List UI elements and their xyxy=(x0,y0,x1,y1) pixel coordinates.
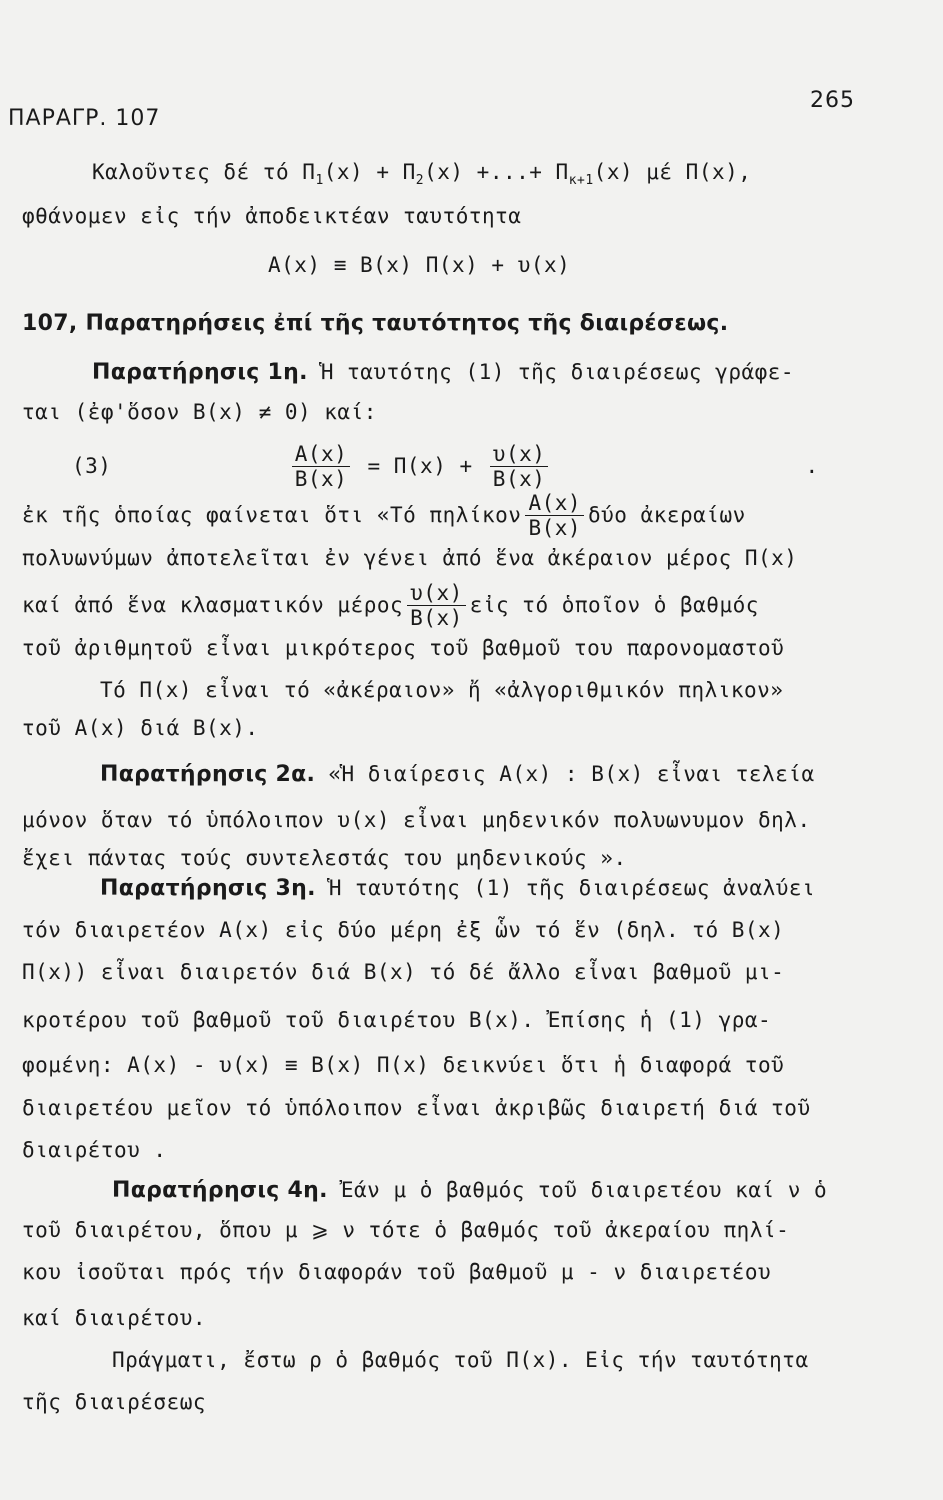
text-line-6: ται (ἐφ'ὅσον B(x) ≠ 0) καί: xyxy=(22,400,377,424)
text-line-9: καί ἀπό ἕνα κλασματικόν μέρος $\frac{\upsilon(x)}{B(x)}$ εἰς τό ὁποῖον ὁ βαθμός xyxy=(22,581,759,630)
text-line-23: Παρατήρησις 4η. Ἐάν μ ὁ βαθμός τοῦ διαιρετέου καί ν ὁ xyxy=(112,1178,828,1203)
text-line-26: καί διαιρέτου. xyxy=(22,1306,207,1330)
text-line-21: διαιρετέου μεῖον τό ὑπόλοιπον εἶναι ἀκριβῶς διαιρετή διά τοῦ xyxy=(22,1096,811,1120)
page-number: 265 xyxy=(810,88,855,113)
equation-3-label: (3) xyxy=(72,454,112,478)
text-line-12: τοῦ A(x) διά B(x). xyxy=(22,716,259,740)
text-line-28: τῆς διαιρέσεως xyxy=(22,1390,207,1414)
equation-3: (3) $\frac{A(x)}{B(x)}$ = Π(x) + $\frac{\upsilon(x)}{B(x)}$ . xyxy=(72,442,819,491)
text-line-11: Τό Π(x) εἶναι τό «ἀκέραιον» ἤ «ἀλγοριθμικόν πηλικον» xyxy=(100,678,784,702)
text-line-7: ἐκ τῆς ὁποίας φαίνεται ὅτι «Τό πηλίκον $\frac{A(x)}{B(x)}$ δύο ἀκεραίων xyxy=(22,491,746,540)
section-heading-107: 107, Παρατηρήσεις ἐπί τῆς ταυτότητος τῆς διαιρέσεως. xyxy=(22,311,729,336)
fraction-u-over-b: $\frac{\upsilon(x)}{B(x)}$ xyxy=(490,444,549,490)
remark-3-label: Παρατήρησις 3η. xyxy=(100,876,316,901)
text-line-16: Παρατήρησις 3η. Ἡ ταυτότης (1) τῆς διαιρέσεως ἀναλύει xyxy=(100,876,816,901)
text-line-8: πολυωνύμων ἀποτελεῖται ἐν γένει ἀπό ἕνα ἀκέραιον μέρος Π(x) xyxy=(22,546,798,570)
text-line-2: φθάνομεν εἰς τήν ἀποδεικτέαν ταυτότητα xyxy=(22,204,522,228)
text-line-15: ἔχει πάντας τούς συντελεστάς του μηδενικούς ». xyxy=(22,846,627,870)
text-line-19: κροτέρου τοῦ βαθμοῦ τοῦ διαιρέτου B(x). Ἐπίσης ἡ (1) γρα- xyxy=(22,1008,772,1032)
section-header: ΠΑΡΑΓΡ. 107 xyxy=(8,106,161,131)
remark-2-label: Παρατήρησις 2α. xyxy=(100,762,316,787)
text-line-20: φομένη: A(x) - υ(x) ≡ B(x) Π(x) δεικνύει ὅτι ἡ διαφορά τοῦ xyxy=(22,1053,785,1077)
fraction-remainder: $\frac{\upsilon(x)}{B(x)}$ xyxy=(407,583,466,629)
text-line-25: κου ἰσοῦται πρός τήν διαφοράν τοῦ βαθμοῦ μ - ν διαιρετέου xyxy=(22,1260,772,1284)
text-line-1: Καλοῦντες δέ τό $\Pi_1(x) + \Pi_2(x)$ +...+ $\Pi_{\kappa+1}(x)$ μέ Π(x), xyxy=(92,160,752,188)
text-line-10: τοῦ ἀριθμητοῦ εἶναι μικρότερος τοῦ βαθμοῦ του παρονομαστοῦ xyxy=(22,636,785,660)
text-line-13: Παρατήρησις 2α. «Ἡ διαίρεσις A(x) : B(x) εἶναι τελεία xyxy=(100,762,815,787)
text-line-14: μόνον ὅταν τό ὑπόλοιπον υ(x) εἶναι μηδενικόν πολυωνυμον δηλ. xyxy=(22,808,811,832)
fraction-quotient: $\frac{A(x)}{B(x)}$ xyxy=(525,493,584,539)
text-line-27: Πράγματι, ἔστω ρ ὁ βαθμός τοῦ Π(x). Εἰς τήν ταυτότητα xyxy=(112,1348,809,1372)
text-line-18: Π(x)) εἶναι διαιρετόν διά B(x) τό δέ ἄλλο εἶναι βαθμοῦ μι- xyxy=(22,960,785,984)
text-line-22: διαιρέτου . xyxy=(22,1138,167,1162)
fraction-a-over-b: $\frac{A(x)}{B(x)}$ xyxy=(292,444,351,490)
remark-1-label: Παρατήρησις 1η. xyxy=(92,360,308,385)
text-line-5: Παρατήρησις 1η. Ἡ ταυτότης (1) τῆς διαιρέσεως γράφε- xyxy=(92,360,795,385)
text-line-24: τοῦ διαιρέτου, ὅπου μ ⩾ ν τότε ὁ βαθμός τοῦ ἀκεραίου πηλί- xyxy=(22,1218,790,1242)
identity-equation: A(x) ≡ B(x) Π(x) + υ(x) xyxy=(268,253,571,277)
remark-4-label: Παρατήρησις 4η. xyxy=(112,1178,328,1203)
text-line-17: τόν διαιρετέον A(x) εἰς δύο μέρη ἐξ ὧν τό ἕν (δηλ. τό B(x) xyxy=(22,918,785,942)
